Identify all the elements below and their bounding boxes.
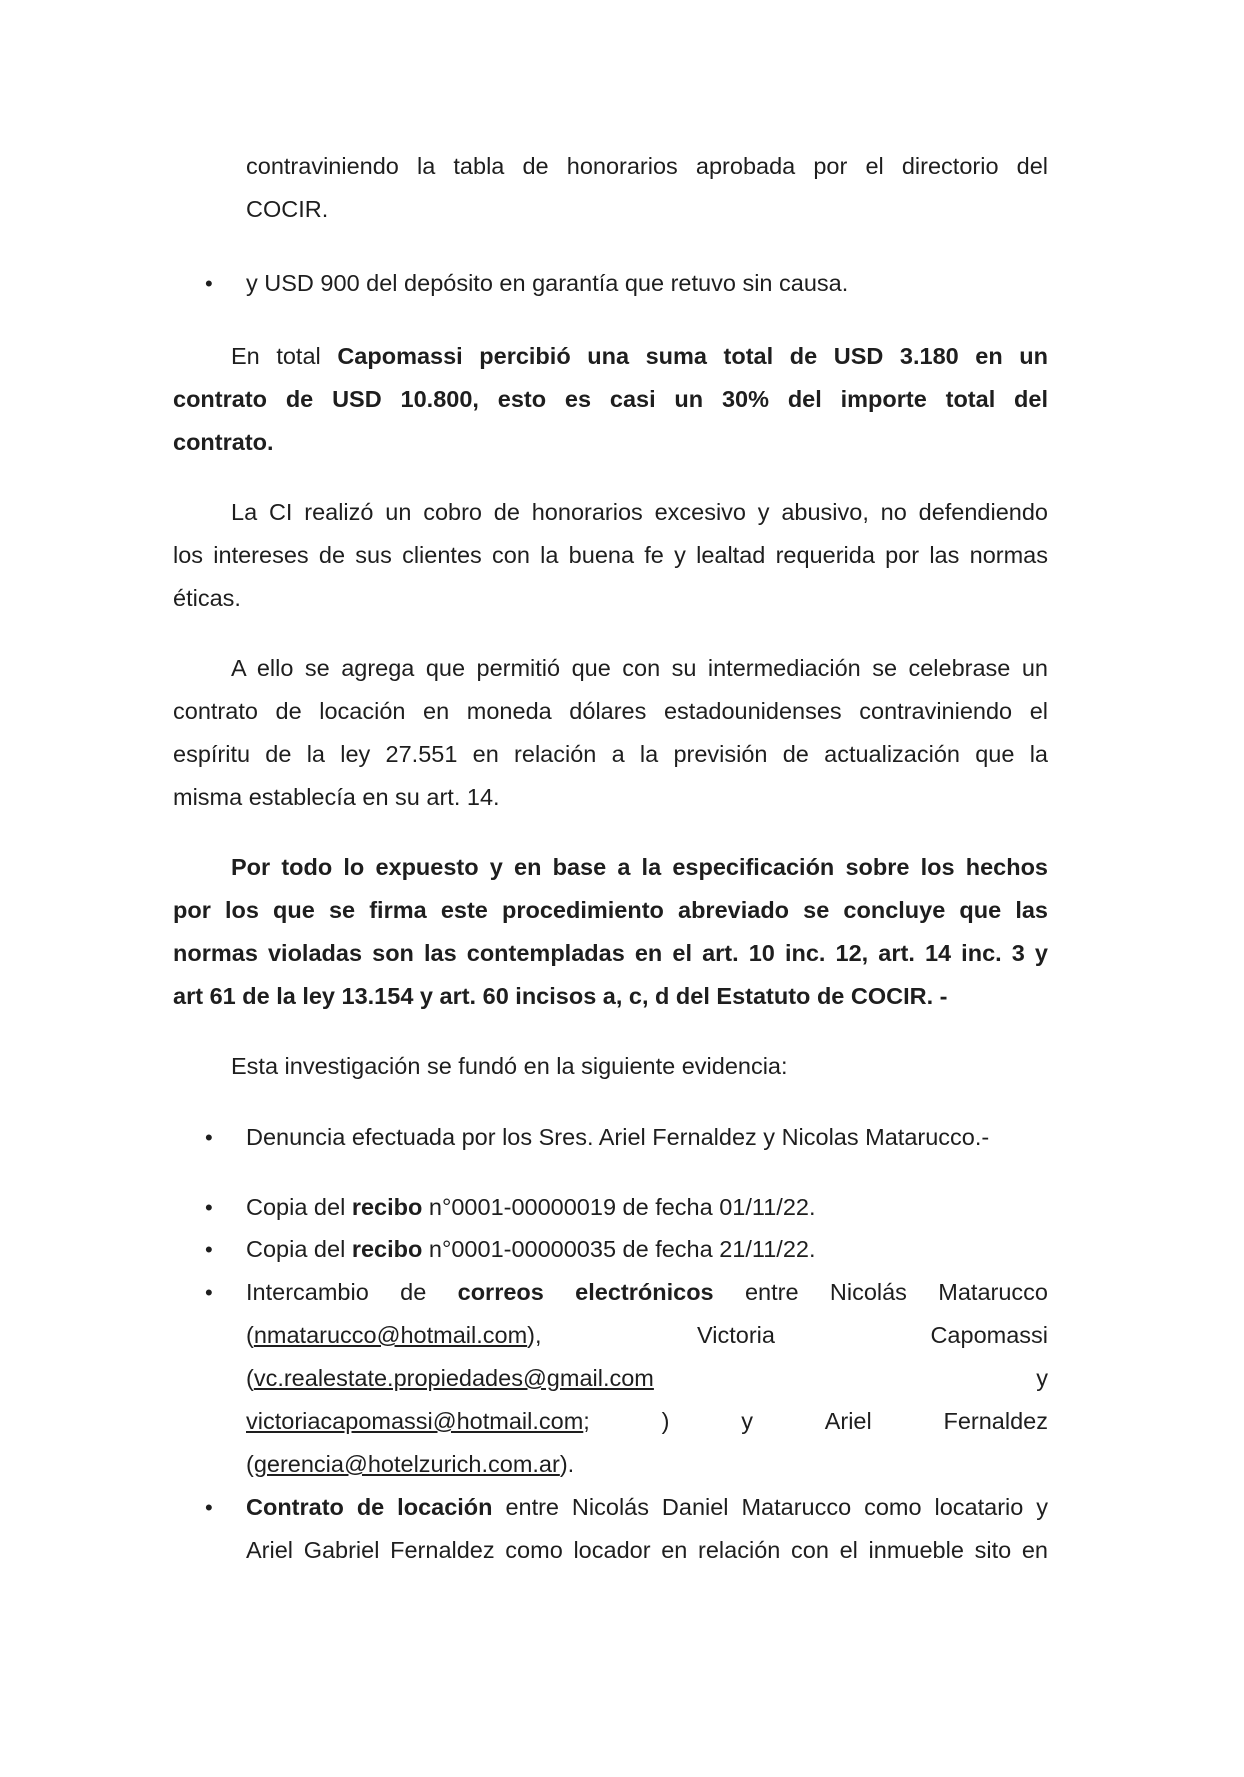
bullet-text: y USD 900 del depósito en garantía que retuvo sin causa. [246,270,849,296]
paragraph-line [231,647,1048,690]
evidence-text: Intercambio de [246,1279,458,1305]
email-link[interactable]: nmatarucco@hotmail.com [253,1322,528,1348]
email-link[interactable]: gerencia@hotelzurich.com.ar [253,1451,560,1477]
paragraph-line [173,421,274,464]
email-link[interactable]: victoriacapomassi@hotmail.com [246,1408,584,1434]
paragraph-text: misma establecía en su art. 14. [173,784,500,810]
email-link[interactable]: vc.realestate.propiedades@gmail.com [253,1365,654,1391]
bullet-item [246,262,848,305]
paragraph-text: COCIR. [246,196,329,222]
paragraph-text: los intereses de sus clientes con la buena fe y lealtad requerida por las normas [173,542,1048,568]
paragraph-line [173,534,1048,577]
evidence-item [246,1116,989,1159]
evidence-text: Ariel Gabriel Fernaldez como locador en relación con el inmueble sito en [246,1537,1048,1563]
email-group: (nmatarucco@hotmail.com), [246,1322,542,1348]
paragraph-line [231,846,1048,889]
email-line [246,1357,1048,1400]
bold-text: Contrato de locación [246,1494,493,1520]
bullet-icon: • [205,1237,213,1262]
evidence-text: Denuncia efectuada por los Sres. Ariel Fernaldez y Nicolas Matarucco.- [246,1124,990,1150]
bold-text: art 61 de la ley 13.154 y art. 60 incisos a, c, d del Estatuto de COCIR. - [173,983,948,1009]
paragraph-text: Esta investigación se fundó en la siguiente evidencia: [231,1053,788,1079]
bold-text: correos electrónicos [457,1279,714,1305]
paragraph-line [246,1529,1048,1572]
bullet-icon: • [205,1495,213,1520]
paragraph-line [173,932,1048,975]
evidence-text: Copia del [246,1236,352,1262]
paragraph-line [173,889,1048,932]
paragraph-line [246,188,328,231]
conjunction-text: y [741,1408,753,1434]
evidence-text: entre Nicolás Matarucco [713,1279,1048,1305]
email-group [246,1400,590,1443]
paragraph-text: espíritu de la ley 27.551 en relación a la previsión de actualización que la [173,741,1048,767]
email-group: (vc.realestate.propiedades@gmail.com [246,1365,654,1391]
paragraph-line [173,975,948,1018]
paragraph-lead: En total [231,343,338,369]
bullet-icon: • [205,1280,213,1305]
evidence-text: Copia del [246,1194,352,1220]
name-text: Fernaldez [943,1408,1048,1434]
bold-text: Capomassi percibió una suma total de USD 3.180 en un [337,343,1048,369]
name-text: Capomassi [930,1322,1048,1348]
paragraph-text: éticas. [173,585,241,611]
email-line [246,1400,1048,1443]
evidence-item [246,1186,816,1229]
bullet-icon: • [205,1195,213,1220]
evidence-item [246,1228,816,1271]
bullet-icon: • [205,271,213,296]
evidence-text: entre Nicolás Daniel Matarucco como locatario y [492,1494,1048,1520]
email-line [246,1314,1048,1357]
paragraph-text: La CI realizó un cobro de honorarios excesivo y abusivo, no defendiendo [231,499,1048,525]
paragraph-line [231,491,1048,534]
evidence-item [246,1271,1048,1314]
bold-text: contrato. [173,429,274,455]
punctuation-text: ; [583,1408,590,1434]
punctuation-text: ). [559,1451,575,1477]
bold-text: recibo [351,1236,423,1262]
name-text: Victoria [697,1322,775,1348]
punctuation-text: ) [661,1408,670,1434]
paragraph-line [173,577,241,620]
paragraph-line [173,690,1048,733]
bold-text: normas violadas son las contempladas en el art. 10 inc. 12, art. 14 inc. 3 y [173,940,1048,966]
bold-text: contrato de USD 10.800, esto es casi un 30% del importe total del [173,386,1048,412]
bullet-icon: • [205,1125,213,1150]
paragraph-text: A ello se agrega que permitió que con su intermediación se celebrase un [231,655,1048,681]
name-text: Ariel [824,1408,872,1434]
evidence-item [246,1486,1048,1529]
conjunction-text: y [1036,1365,1048,1391]
paragraph-continuation [246,145,1048,188]
email-line: (gerencia@hotelzurich.com.ar). [246,1451,575,1477]
paragraph-total [173,335,1048,378]
paragraph-line [173,378,1048,421]
bold-text: recibo [351,1194,423,1220]
bold-text: Por todo lo expuesto y en base a la especificación sobre los hechos [231,854,1048,880]
paragraph-line [173,733,1048,776]
evidence-text: n°0001-00000035 de fecha 21/11/22. [422,1236,816,1262]
paragraph-line: contraviniendo la tabla de honorarios aprobada por el directorio del [246,153,1048,179]
paragraph-text: contrato de locación en moneda dólares estadounidenses contraviniendo el [173,698,1048,724]
evidence-text: n°0001-00000019 de fecha 01/11/22. [422,1194,816,1220]
bold-text: por los que se firma este procedimiento abreviado se concluye que las [173,897,1048,923]
paragraph-line [231,1045,788,1088]
paragraph-line [173,776,500,819]
